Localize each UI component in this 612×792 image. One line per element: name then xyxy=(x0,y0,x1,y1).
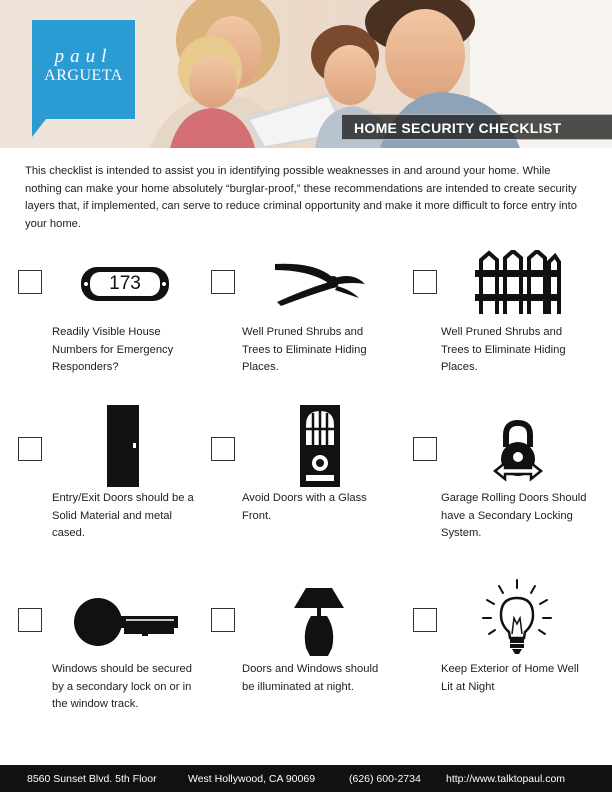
checkbox[interactable] xyxy=(413,608,437,632)
padlock-arrows-icon xyxy=(493,419,543,483)
checklist-item-house-numbers xyxy=(18,270,208,420)
footer-phone[interactable]: (626) 600-2734 xyxy=(349,773,421,785)
checkbox[interactable] xyxy=(18,270,42,294)
logo-speech-tail xyxy=(32,119,46,137)
lamp-icon xyxy=(292,584,346,658)
checklist-item-pruned-shrubs xyxy=(211,270,401,420)
brand-last-name: ARGUETA xyxy=(44,67,123,84)
intro-paragraph: This checklist is intended to assist you in identifying possible weaknesses in and around your home. While nothing can make your home absolutely “burglar-proof,” these recommendations are intended to create security layers that, if implemented, can serve to reduce criminal opportunity and make it more difficult to force entry into your home. xyxy=(25,165,577,230)
brand-first-name: paul xyxy=(54,46,113,67)
checklist-item-exterior-light xyxy=(413,608,603,758)
checklist-label: Readily Visible House Numbers for Emergency Responders? xyxy=(52,326,174,373)
checklist-label: Windows should be secured by a secondary lock on or in the window track. xyxy=(52,663,192,710)
checklist-item-window-lock xyxy=(18,608,208,758)
footer-website-link[interactable]: http://www.talktopaul.com xyxy=(446,773,566,785)
checklist-label: Entry/Exit Doors should be a Solid Material and metal cased. xyxy=(52,492,194,539)
checklist-label: Avoid Doors with a Glass Front. xyxy=(242,492,367,522)
title-bar xyxy=(342,114,612,140)
footer-city: West Hollywood, CA 90069 xyxy=(188,773,316,785)
glass-door-icon xyxy=(300,405,340,487)
checklist-label: Garage Rolling Doors Should have a Secondary Locking System. xyxy=(441,492,587,539)
key-icon xyxy=(74,596,180,648)
checkbox[interactable] xyxy=(18,608,42,632)
footer-bar xyxy=(0,765,612,792)
footer-address: 8560 Sunset Blvd. 5th Floor xyxy=(27,773,157,785)
plaque-number: 173 xyxy=(109,273,141,294)
checkbox[interactable] xyxy=(18,437,42,461)
fence-icon xyxy=(475,250,561,316)
checklist-label: Well Pruned Shrubs and Trees to Eliminate Hiding Places. xyxy=(441,326,566,373)
brand-logo[interactable] xyxy=(32,20,135,119)
checklist-item-solid-doors xyxy=(18,437,208,587)
solid-door-icon xyxy=(107,405,139,487)
checkbox[interactable] xyxy=(413,270,437,294)
house-number-plaque-icon xyxy=(80,266,170,302)
light-bulb-icon xyxy=(481,578,553,658)
checklist-item-glass-doors xyxy=(211,437,401,587)
checkbox[interactable] xyxy=(211,437,235,461)
checklist-item-fence xyxy=(413,270,603,420)
hero-banner xyxy=(0,0,612,148)
pruning-shears-icon xyxy=(273,260,365,306)
checkbox[interactable] xyxy=(413,437,437,461)
checklist-label: Doors and Windows should be illuminated at night. xyxy=(242,663,379,693)
checklist-item-garage-lock xyxy=(413,437,603,587)
checkbox[interactable] xyxy=(211,608,235,632)
checklist-label: Keep Exterior of Home Well Lit at Night xyxy=(441,663,579,693)
checklist-label: Well Pruned Shrubs and Trees to Eliminate Hiding Places. xyxy=(242,326,367,373)
checkbox[interactable] xyxy=(211,270,235,294)
page-title: HOME SECURITY CHECKLIST xyxy=(354,120,562,136)
checklist-item-illumination xyxy=(211,608,401,758)
